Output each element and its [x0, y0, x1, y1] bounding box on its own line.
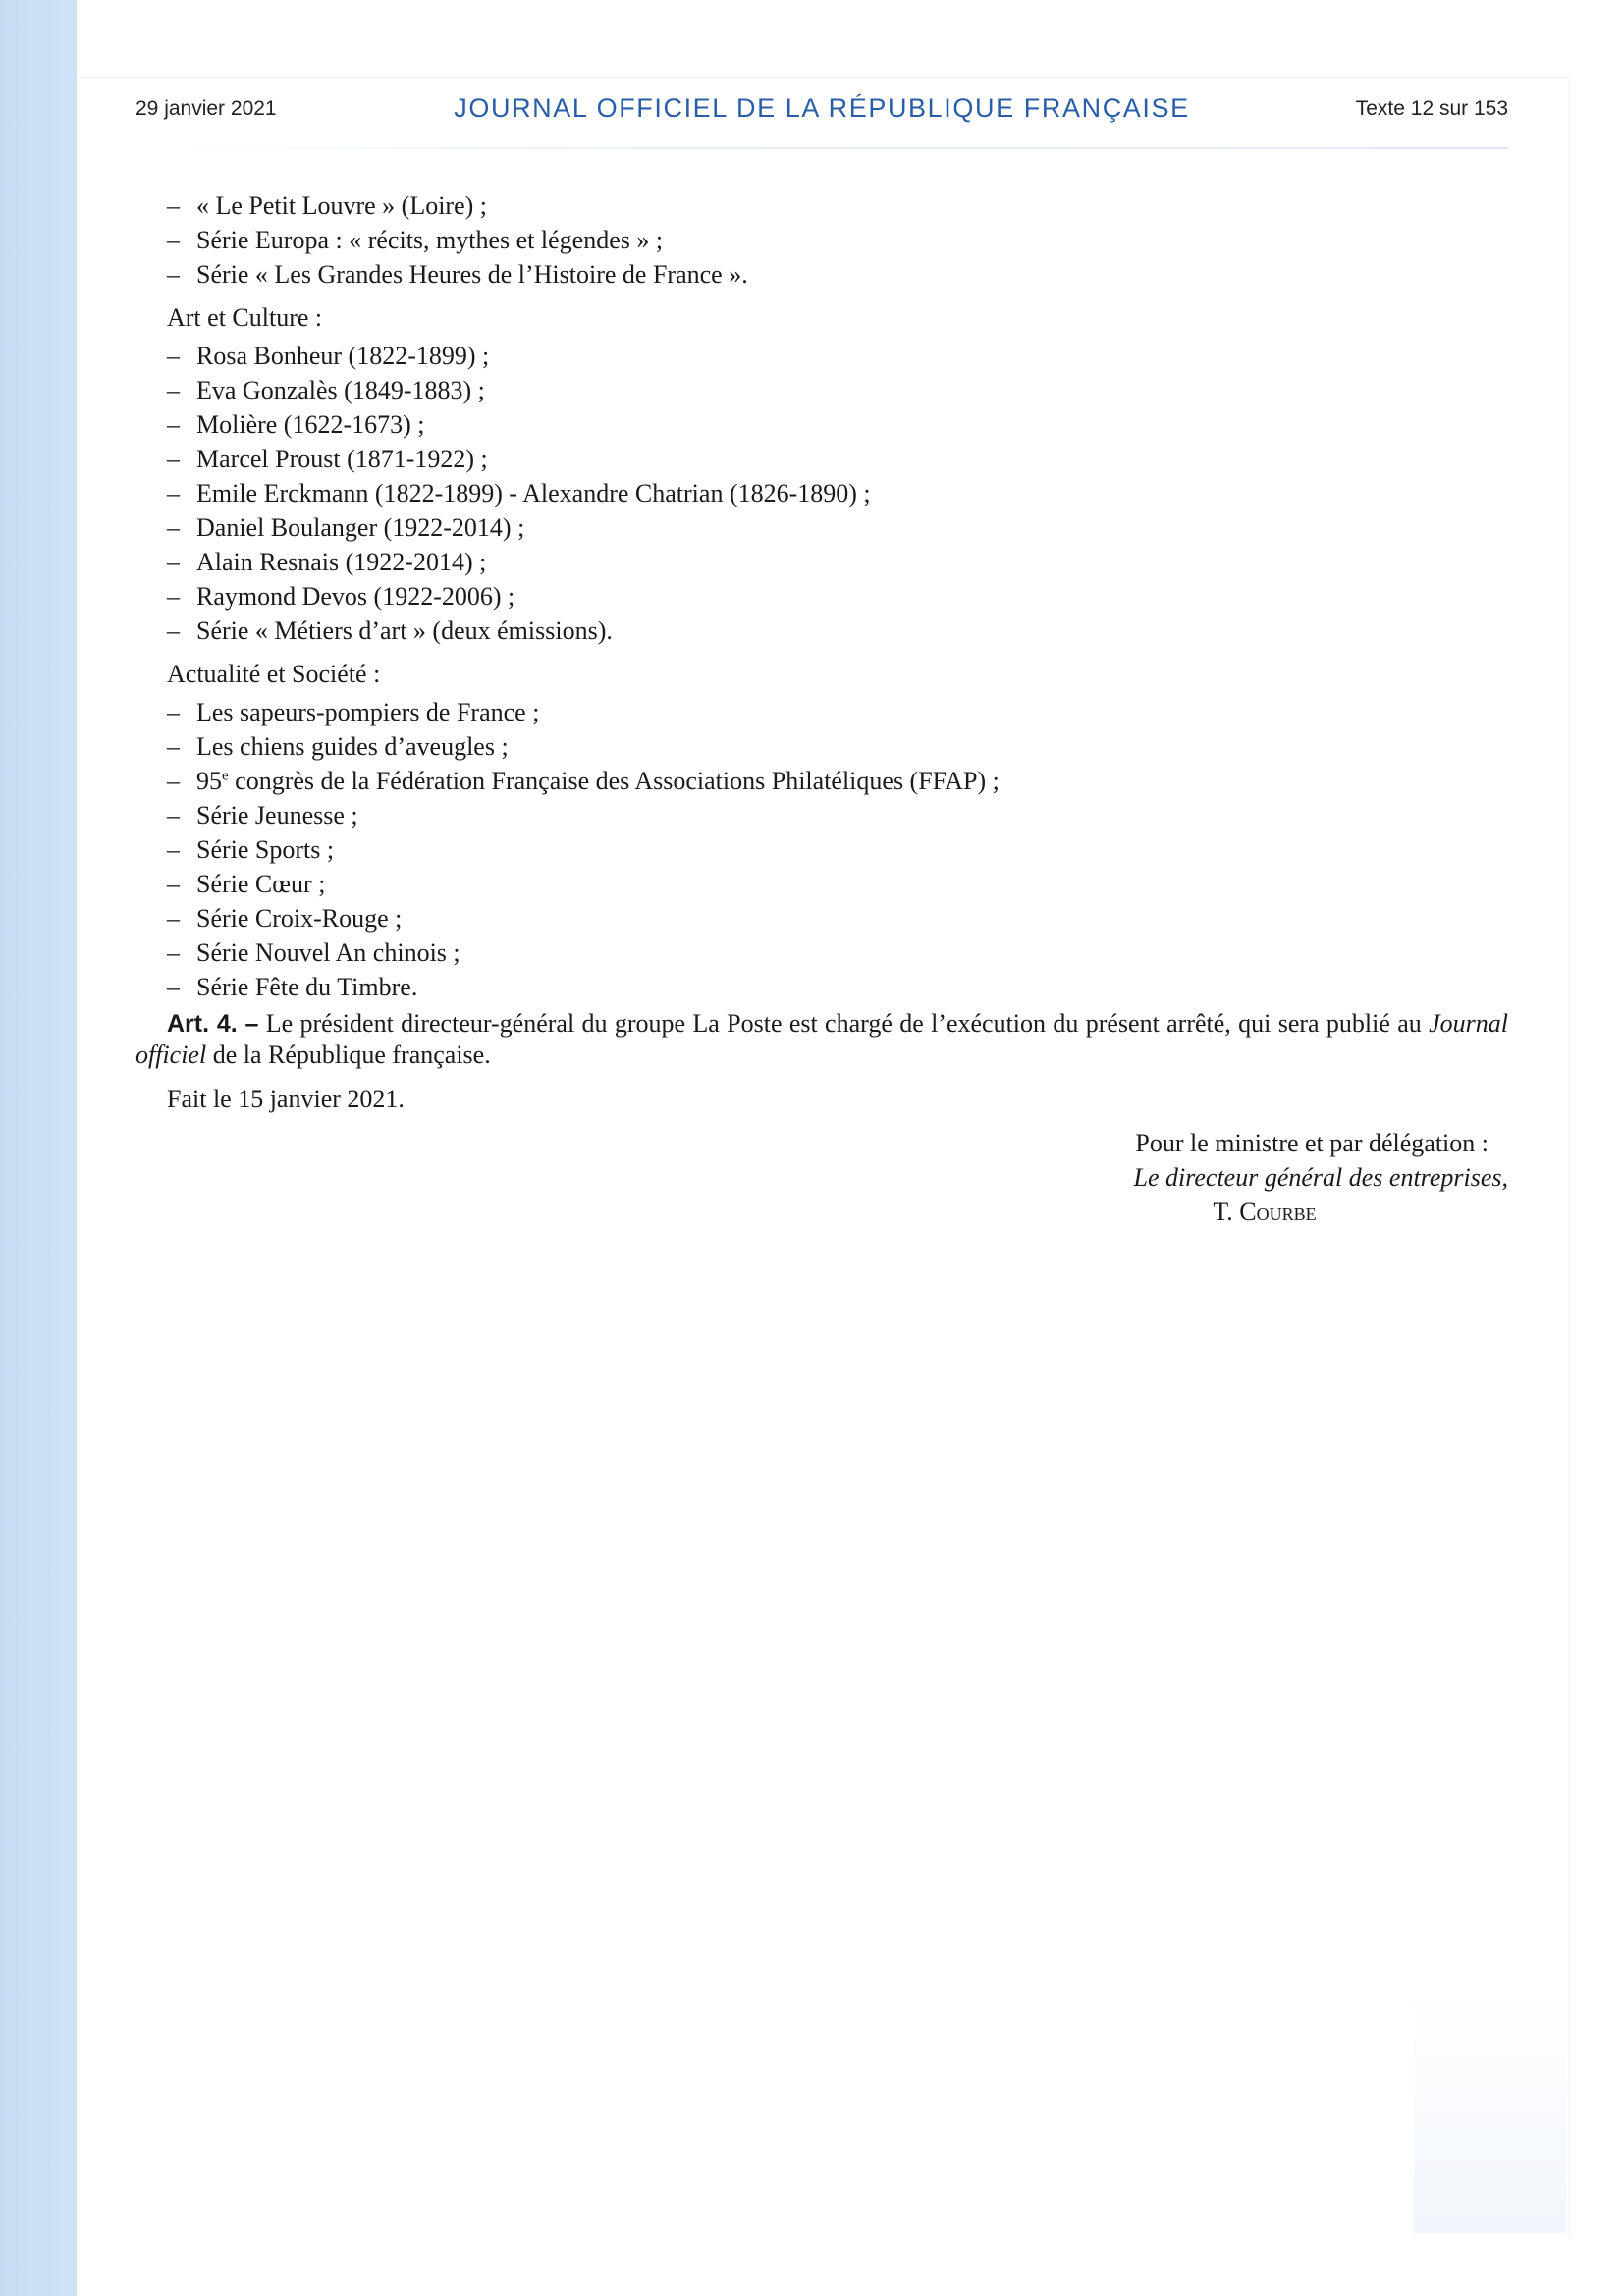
- list-item: [135, 223, 1508, 257]
- list-item-text: Série Sports ;: [196, 835, 335, 864]
- article-number: Art. 4. –: [167, 1010, 259, 1038]
- list-item-text: « Le Petit Louvre » (Loire) ;: [196, 191, 488, 220]
- texte-number: Texte 12 sur 153: [1355, 97, 1508, 120]
- list-item-text: Emile Erckmann (1822-1899) - Alexandre Chatrian (1826-1890) ;: [196, 479, 871, 507]
- list-actualite: [135, 695, 1508, 1004]
- header-divider: [135, 147, 1508, 149]
- list-item-text: Les chiens guides d’aveugles ;: [196, 732, 509, 761]
- list-item: [135, 442, 1508, 476]
- dash-marker: –: [167, 342, 180, 370]
- list-item-text: Les sapeurs-pompiers de France ;: [196, 698, 540, 726]
- document-body: [135, 188, 1508, 1116]
- list-item-text: Daniel Boulanger (1922-2014) ;: [196, 513, 525, 542]
- article-text: Le président directeur-général du groupe La Poste est chargé de l’exécution du présent arrêté, qui sera publié au: [258, 1009, 1430, 1038]
- list-item-text: Série « Les Grandes Heures de l’Histoire de France ».: [196, 260, 748, 289]
- dash-marker: –: [167, 479, 180, 507]
- list-item: [135, 545, 1508, 579]
- dash-marker: –: [167, 191, 180, 220]
- dash-marker: –: [167, 973, 180, 1001]
- list-item: [135, 614, 1508, 648]
- list-item: [135, 901, 1508, 935]
- fait-date: Fait le 15 janvier 2021.: [167, 1085, 405, 1113]
- list-item: [135, 764, 1508, 798]
- list-item: [135, 579, 1508, 614]
- dash-marker: –: [167, 801, 180, 829]
- list-item-text: Série Europa : « récits, mythes et légendes » ;: [196, 226, 664, 254]
- article-text-end: de la République française.: [206, 1041, 491, 1069]
- list-item-text: Série Fête du Timbre.: [196, 973, 418, 1001]
- dash-marker: –: [167, 513, 180, 542]
- list-item: [135, 188, 1508, 223]
- list-item-text: Série Croix-Rouge ;: [196, 904, 403, 933]
- dash-marker: –: [167, 260, 180, 289]
- list-item: [135, 257, 1508, 292]
- list-top: [135, 188, 1508, 292]
- list-item: [135, 695, 1508, 729]
- dash-marker: –: [167, 732, 180, 761]
- signature-name: T. Courbe: [1213, 1198, 1317, 1226]
- dash-marker: –: [167, 767, 180, 795]
- dash-marker: –: [167, 226, 180, 254]
- list-item: [135, 476, 1508, 510]
- signature-delegation: Pour le ministre et par délégation :: [1135, 1129, 1489, 1157]
- section-label-art-culture: Art et Culture :: [167, 303, 323, 332]
- list-item: [135, 729, 1508, 764]
- list-item: [135, 510, 1508, 545]
- signature-block: [982, 1126, 1508, 1229]
- list-item: [135, 339, 1508, 373]
- dash-marker: –: [167, 376, 180, 404]
- list-item: [135, 798, 1508, 832]
- dash-marker: –: [167, 938, 180, 967]
- header-date: 29 janvier 2021: [135, 97, 277, 120]
- list-item-text: Eva Gonzalès (1849-1883) ;: [196, 376, 485, 404]
- list-item-text: Raymond Devos (1922-2006) ;: [196, 582, 515, 611]
- dash-marker: –: [167, 904, 180, 933]
- list-item: [135, 832, 1508, 867]
- journal-title: JOURNAL OFFICIEL DE LA RÉPUBLIQUE FRANÇAISE: [454, 93, 1190, 123]
- list-item-text: Marcel Proust (1871-1922) ;: [196, 445, 488, 473]
- list-item-text: 95e congrès de la Fédération Française des Associations Philatéliques (FFAP) ;: [196, 767, 1000, 795]
- list-item-text: Alain Resnais (1922-2014) ;: [196, 548, 487, 576]
- list-item-text: Série Cœur ;: [196, 870, 326, 898]
- list-art-culture: [135, 339, 1508, 648]
- list-item-text: Série « Métiers d’art » (deux émissions).: [196, 616, 613, 645]
- left-margin-band: [0, 0, 77, 2296]
- list-item: [135, 407, 1508, 442]
- list-item-text: Molière (1622-1673) ;: [196, 410, 425, 439]
- section-label-actualite: Actualité et Société :: [167, 660, 381, 688]
- list-item-text: Rosa Bonheur (1822-1899) ;: [196, 342, 490, 370]
- article-4: [135, 1008, 1508, 1070]
- list-item: [135, 867, 1508, 901]
- list-item-text: Série Nouvel An chinois ;: [196, 938, 460, 967]
- list-item-text: Série Jeunesse ;: [196, 801, 358, 829]
- dash-marker: –: [167, 548, 180, 576]
- page-header: [135, 93, 1508, 131]
- signature-title: Le directeur général des entreprises,: [1133, 1163, 1508, 1192]
- dash-marker: –: [167, 698, 180, 726]
- page-corner-shade: [1414, 1993, 1566, 2233]
- list-item: [135, 935, 1508, 970]
- dash-marker: –: [167, 870, 180, 898]
- list-item: [135, 373, 1508, 407]
- dash-marker: –: [167, 410, 180, 439]
- dash-marker: –: [167, 445, 180, 473]
- journal-officiel-italic: Journal officiel: [135, 1009, 1508, 1069]
- dash-marker: –: [167, 835, 180, 864]
- dash-marker: –: [167, 582, 180, 611]
- list-item: [135, 970, 1508, 1004]
- dash-marker: –: [167, 616, 180, 645]
